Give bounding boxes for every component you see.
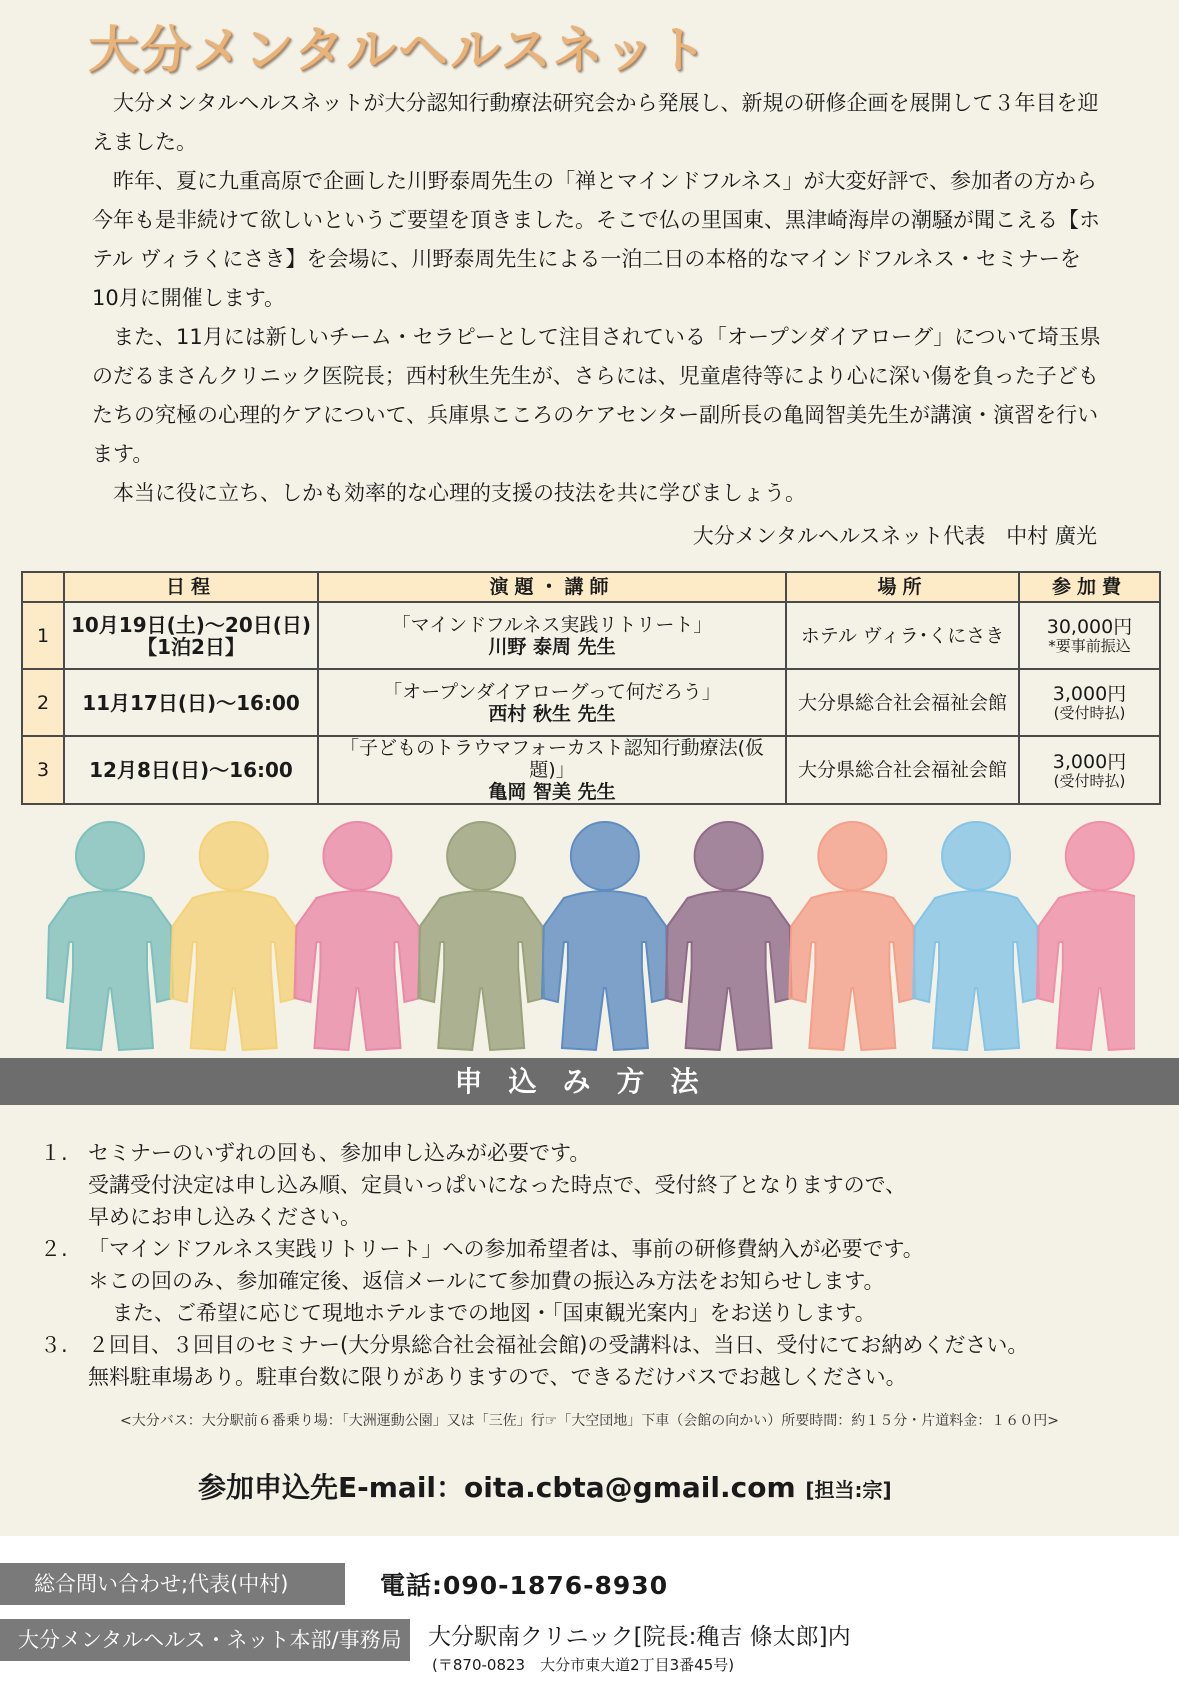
email-line [198, 1466, 892, 1506]
intro-text [92, 84, 1102, 513]
date-text: 10月19日(土)～20日(日) [70, 612, 312, 637]
email-label: 参加申込先E-mail： [198, 1471, 465, 1504]
person-figure [666, 822, 792, 1050]
row-number: 1 [22, 602, 64, 669]
step-number: ２. [40, 1237, 68, 1261]
step-text: 早めにお申し込みください。 [88, 1205, 361, 1229]
application-steps [40, 1137, 1170, 1393]
fee-note: *要事前振込 [1048, 637, 1131, 655]
person-figure [47, 822, 173, 1050]
header-fee: 参加費 [1019, 572, 1160, 602]
person-figure [1037, 822, 1135, 1050]
lecturer-name: 西村 秋生 先生 [488, 702, 616, 725]
intro-paragraph: 大分メンタルヘルスネットが大分認知行動療法研究会から発展し、新規の研修企画を展開して３年目を迎えました。 [92, 91, 1099, 154]
step-number: １. [40, 1141, 68, 1165]
step-text: セミナーのいずれの回も、参加申し込みが必要です。 [88, 1141, 591, 1165]
person-figure [294, 822, 420, 1050]
header-topic: 演題・講師 [318, 572, 786, 602]
intro-paragraph: 昨年、夏に九重高原で企画した川野泰周先生の「禅とマインドフルネス」が大変好評で、参加者の方から今年も是非続けて欲しいというご要望を頂きました。そこで仏の里国東、黒津崎海岸の潮騒が聞こえる【ホテル ヴィラくにさき】を会場に、川野泰周先生による一泊二日の本格的なマインドフルネス・セミナーを10月に開催します。 [92, 169, 1100, 310]
step-text: 無料駐車場あり。駐車台数に限りがありますので、できるだけバスでお越しください。 [88, 1365, 907, 1389]
step-text: ２回目、３回目のセミナー(大分県総合社会福祉会館)の受講料は、当日、受付にてお納めください。 [88, 1333, 1029, 1357]
person-figure [913, 822, 1039, 1050]
row-date: 12月8日(日)～16:00 [64, 736, 318, 804]
lecturer-name: 亀岡 智美 先生 [488, 781, 616, 803]
table-row [22, 602, 1160, 669]
email-address[interactable]: oita.cbta@gmail.com [464, 1471, 796, 1504]
signature: 大分メンタルヘルスネット代表 中村 廣光 [692, 524, 1097, 548]
table-row [22, 669, 1160, 736]
table-header-row [22, 572, 1160, 602]
inquiry-label: 総合問い合わせ;代表(中村) [0, 1563, 345, 1605]
step-3 [40, 1329, 1170, 1361]
row-number: 2 [22, 669, 64, 736]
topic-text: 「オープンダイアローグって何だろう」 [383, 680, 721, 703]
person-figure [418, 822, 544, 1050]
table-row [22, 736, 1160, 804]
office-name: 大分駅南クリニック[院長:穐吉 條太郎]内 [428, 1624, 851, 1650]
header-place: 場所 [786, 572, 1019, 602]
step-text: 「マインドフルネス実践リトリート」への参加希望者は、事前の研修費納入が必要です。 [88, 1237, 924, 1261]
row-number: 3 [22, 736, 64, 804]
intro-paragraph: また、11月には新しいチーム・セラピーとして注目されている「オープンダイアローグ」について埼玉県のだるまさんクリニック医院長；西村秋生先生が、さらには、児童虐待等により心に深い傷を負った子どもたちの究極の心理的ケアについて、兵庫県こころのケアセンター副所長の亀岡智美先生が講演・演習を行います。 [92, 325, 1101, 466]
fee-amount: 30,000円 [1046, 616, 1133, 638]
step-1 [40, 1137, 1170, 1169]
intro-paragraph: 本当に役に立ち、しかも効率的な心理的支援の技法を共に学びましょう。 [113, 481, 806, 505]
office-address: (〒870-0823 大分市東大道2丁目3番45号) [432, 1656, 735, 1674]
topic-text: 「マインドフルネス実践リトリート」 [391, 613, 713, 636]
person-figure [542, 822, 668, 1050]
row-date: 11月17日(日)～16:00 [64, 669, 318, 736]
person-figure [171, 822, 297, 1050]
header-num [22, 572, 64, 602]
row-place: ホテル ヴィラ･くにさき [786, 602, 1019, 669]
fee-amount: 3,000円 [1052, 750, 1127, 773]
row-topic [318, 669, 786, 736]
page-title: 大分メンタルヘルスネット [88, 21, 709, 79]
row-topic [318, 602, 786, 669]
step-number: ３. [40, 1333, 68, 1357]
email-contact: [担当:宗] [805, 1478, 892, 1502]
step-2 [40, 1233, 1170, 1265]
row-fee [1019, 602, 1160, 669]
fee-note: (受付時払) [1053, 704, 1126, 722]
row-place: 大分県総合社会福祉会館 [786, 669, 1019, 736]
phone-number: 電話:090-1876-8930 [380, 1571, 669, 1600]
date-note: 【1泊2日】 [137, 634, 245, 659]
fee-amount: 3,000円 [1052, 683, 1127, 705]
person-figure [789, 822, 915, 1050]
lecturer-name: 川野 泰周 先生 [488, 635, 616, 658]
row-date [64, 602, 318, 669]
bus-note: <大分バス：大分駅前６番乗り場：「大洲運動公園」又は「三佐」行☞「大空団地」下車（会館の向かい）所要時間：約１５分・片道料金：１６０円> [119, 1413, 1059, 1429]
people-illustration [45, 818, 1135, 1053]
section-title: 申込み方法 [0, 1058, 1179, 1105]
office-label: 大分メンタルヘルス・ネット本部/事務局 [0, 1619, 410, 1661]
fee-note: (受付時払) [1053, 771, 1126, 790]
step-text: また、ご希望に応じて現地ホテルまでの地図・「国東観光案内」をお送りします。 [112, 1301, 876, 1325]
topic-text: 「子どものトラウマフォーカスト認知行動療法(仮題)」 [339, 737, 765, 781]
row-fee [1019, 669, 1160, 736]
row-fee [1019, 736, 1160, 804]
row-topic [318, 736, 786, 804]
header-date: 日程 [64, 572, 318, 602]
row-place: 大分県総合社会福祉会館 [786, 736, 1019, 804]
step-text: ＊この回のみ、参加確定後、返信メールにて参加費の振込み方法をお知らせします。 [88, 1269, 885, 1293]
schedule-table [21, 571, 1161, 805]
step-text: 受講受付決定は申し込み順、定員いっぱいになった時点で、受付終了となりますので、 [88, 1173, 907, 1197]
